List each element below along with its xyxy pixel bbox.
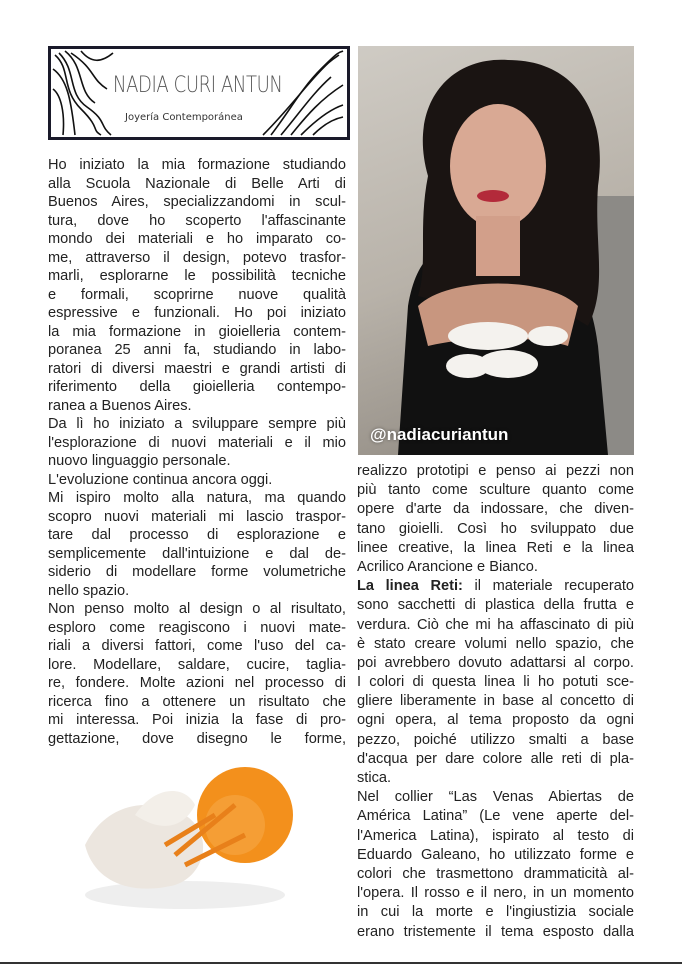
- paragraph: [48, 415, 346, 471]
- text-line-content: in cui la morte e l'ingiustizia sociale: [357, 904, 634, 921]
- text-line-content: I colori di questa linea li ho potuti sce-: [357, 674, 634, 691]
- text-line: [48, 193, 346, 212]
- text-line: [48, 637, 346, 656]
- text-line: [48, 397, 346, 416]
- text-line-content: siderio di modellare forme volumetriche: [48, 564, 346, 580]
- text-line: [48, 378, 346, 397]
- text-line-content: mi interessa. Poi inizia la fase di pro-: [48, 712, 346, 728]
- text-line-content: pezzo, poiché utilizzo smalti a base: [357, 731, 634, 748]
- text-line-content: semplicemente dall'intuizione e dal de-: [48, 545, 346, 562]
- text-line-content: me, attraverso il design, potevo trasfor-: [48, 249, 346, 266]
- right-text-column: [357, 462, 634, 942]
- text-line: [48, 656, 346, 675]
- text-line-content: nello spazio.: [48, 582, 130, 599]
- text-line: [357, 654, 634, 673]
- text-line: [48, 674, 346, 693]
- text-line: [357, 500, 634, 519]
- text-line: [357, 769, 634, 788]
- text-line: [357, 711, 634, 730]
- text-line: [357, 731, 634, 750]
- text-line-content: ricerca fino a ottenere un risultato che: [48, 693, 346, 710]
- text-line-content: erano tristemente il tema esposto dalla: [357, 923, 634, 940]
- text-line-content: América Latina” (Le vene aperte del-: [357, 808, 634, 825]
- text-line: [48, 563, 346, 582]
- text-line-content: ranea a Buenos Aires.: [48, 397, 192, 414]
- paragraph-lead: La linea Reti:: [357, 578, 463, 595]
- text-line: [357, 462, 634, 481]
- text-line-content: alla Scuola Nazionale di Belle Arti di: [48, 175, 346, 192]
- logo: [48, 46, 350, 140]
- left-text-column: [48, 156, 346, 748]
- text-line: [48, 582, 346, 601]
- text-line: [48, 545, 346, 564]
- text-line: [48, 508, 346, 527]
- text-line-content: più tanto come sculture quanto come: [357, 482, 634, 499]
- text-line: [48, 619, 346, 638]
- text-line: [357, 596, 634, 615]
- text-line: [357, 539, 634, 558]
- text-line-content: poranea 25 anni fa, studiando in labo-: [48, 342, 346, 358]
- text-line: [48, 600, 346, 619]
- text-line: [48, 693, 346, 712]
- text-line-content: Ho iniziato la mia formazione studiando: [48, 157, 346, 173]
- portrait-image: [358, 46, 634, 455]
- paragraph: [48, 600, 346, 748]
- portrait-photo: [358, 46, 634, 455]
- text-line: [48, 230, 346, 249]
- photo-caption: @nadiacuriantun: [370, 425, 509, 444]
- text-line: [357, 673, 634, 692]
- text-line: [48, 323, 346, 342]
- text-line-content: Mi ispiro molto alla natura, ma quando: [48, 490, 346, 506]
- text-line-content: colori che trasmettono drammaticità al-: [357, 865, 634, 882]
- paragraph: [357, 577, 634, 788]
- text-line: [357, 481, 634, 500]
- orange-white-jewel-image: [75, 745, 305, 915]
- text-line: [357, 865, 634, 884]
- text-line-content: l'esplorazione di nuovi materiali e il mio: [48, 434, 346, 451]
- text-line-content: la mia formazione in gioielleria contem-: [48, 323, 346, 340]
- text-line-content: opere d'arte da indossare, che diven-: [357, 501, 634, 518]
- text-line: [357, 616, 634, 635]
- paragraph: [48, 471, 346, 490]
- text-line: [48, 415, 346, 434]
- text-line: [357, 884, 634, 903]
- logo-subtitle: Joyería Contemporánea: [125, 112, 243, 123]
- text-line-content: riferimento della gioielleria contempo-: [48, 379, 346, 395]
- text-line: [48, 212, 346, 231]
- text-line-content: Acrilico Arancione e Bianco.: [357, 558, 538, 575]
- paragraph: [48, 489, 346, 600]
- text-line-content: stica.: [357, 770, 392, 786]
- text-line-content: scopro nuovi materiali mi lascio traspor-: [48, 508, 346, 525]
- text-line: [357, 827, 634, 846]
- text-line-content: tare dal processo di esplorazione e: [48, 527, 346, 543]
- footer-rule: [0, 962, 682, 964]
- text-line-content: è stato creare volumi nello spazio, che: [357, 635, 634, 652]
- paragraph: [357, 462, 634, 577]
- paragraph: [48, 156, 346, 415]
- text-line: [48, 156, 346, 175]
- paragraph: [357, 788, 634, 942]
- text-line-content: Buenos Aires, specializzandomi in scul-: [48, 194, 346, 210]
- text-line-content: il materiale recuperato: [462, 578, 634, 595]
- text-line-content: espressive e funzionali. Ho poi iniziato: [48, 305, 346, 321]
- text-line: [48, 175, 346, 194]
- text-line-content: nuovo linguaggio personale.: [48, 453, 231, 469]
- text-line: [357, 750, 634, 769]
- text-line-content: ratori di diversi maestri e grandi artisti di: [48, 360, 346, 377]
- text-line-content: mondo dei materiali e ho imparato co-: [48, 231, 346, 247]
- text-line-content: sono sacchetti di plastica della frutta e: [357, 597, 634, 614]
- jewelry-image: [75, 745, 305, 915]
- text-line: [357, 903, 634, 922]
- text-line: [357, 558, 634, 577]
- text-line: [357, 807, 634, 826]
- text-line-content: gliere liberamente in base al concetto di: [357, 693, 634, 710]
- text-line-content: poi avrebbero dovuto adattarsi al corpo.: [357, 654, 634, 671]
- text-line: [48, 452, 346, 471]
- text-line-content: Non penso molto al design o al risultato,: [48, 601, 346, 617]
- text-line: [48, 249, 346, 268]
- text-line-content: riali a diversi fattori, come l'uso del ca-: [48, 638, 346, 654]
- text-line: [357, 520, 634, 539]
- text-line: [357, 577, 634, 596]
- text-line: [357, 692, 634, 711]
- text-line: [48, 526, 346, 545]
- text-line: [48, 267, 346, 286]
- text-line-content: re, fondere. Molte azioni nel processo di: [48, 675, 346, 691]
- text-line-content: ogni opera, al tema proposto da ogni: [357, 712, 634, 729]
- text-line: [48, 711, 346, 730]
- text-line-content: l'opera. Il rosso e il nero, in un momento: [357, 885, 634, 902]
- text-line-content: marli, esplorarne le possibilità tecniche: [48, 268, 346, 284]
- text-line: [357, 635, 634, 654]
- text-line-content: esploro come reagiscono i nuovi mate-: [48, 619, 346, 636]
- text-line-content: Nel collier “Las Venas Abiertas de: [357, 789, 634, 806]
- text-line: [357, 846, 634, 865]
- text-line: [48, 471, 346, 490]
- text-line-content: d'acqua per dare colore alle reti di pla-: [357, 750, 634, 767]
- text-line: [357, 788, 634, 807]
- text-line: [48, 304, 346, 323]
- text-line: [48, 341, 346, 360]
- text-line-content: verdura. Ciò che mi ha affascinato di più: [357, 616, 634, 633]
- text-line-content: realizzo prototipi e penso ai pezzi non: [357, 463, 634, 479]
- text-line-content: L'evoluzione continua ancora oggi.: [48, 471, 273, 488]
- text-line-content: gettazione, dove disegno le forme,: [48, 730, 346, 747]
- text-line-content: lore. Modellare, saldare, cucire, taglia-: [48, 656, 346, 673]
- text-line-content: e formali, scoprirne nuove qualità: [48, 286, 346, 303]
- text-line-content: Da lì ho iniziato a sviluppare sempre più: [48, 416, 346, 432]
- text-line: [357, 923, 634, 942]
- text-line-content: linee creative, la linea Reti e la linea: [357, 539, 634, 556]
- text-line-content: l'America Latina), ispirato al testo di: [357, 827, 634, 844]
- logo-name: NADIA CURI ANTUN: [113, 73, 283, 98]
- text-line: [48, 360, 346, 379]
- text-line: [48, 286, 346, 305]
- text-line-content: tano gioielli. Così ho sviluppato due: [357, 520, 634, 537]
- text-line-content: Eduardo Galeano, ho utilizzato forme e: [357, 846, 634, 863]
- text-line: [48, 434, 346, 453]
- text-line-content: tura, dove ho scoperto l'affascinante: [48, 212, 346, 229]
- text-line: [48, 489, 346, 508]
